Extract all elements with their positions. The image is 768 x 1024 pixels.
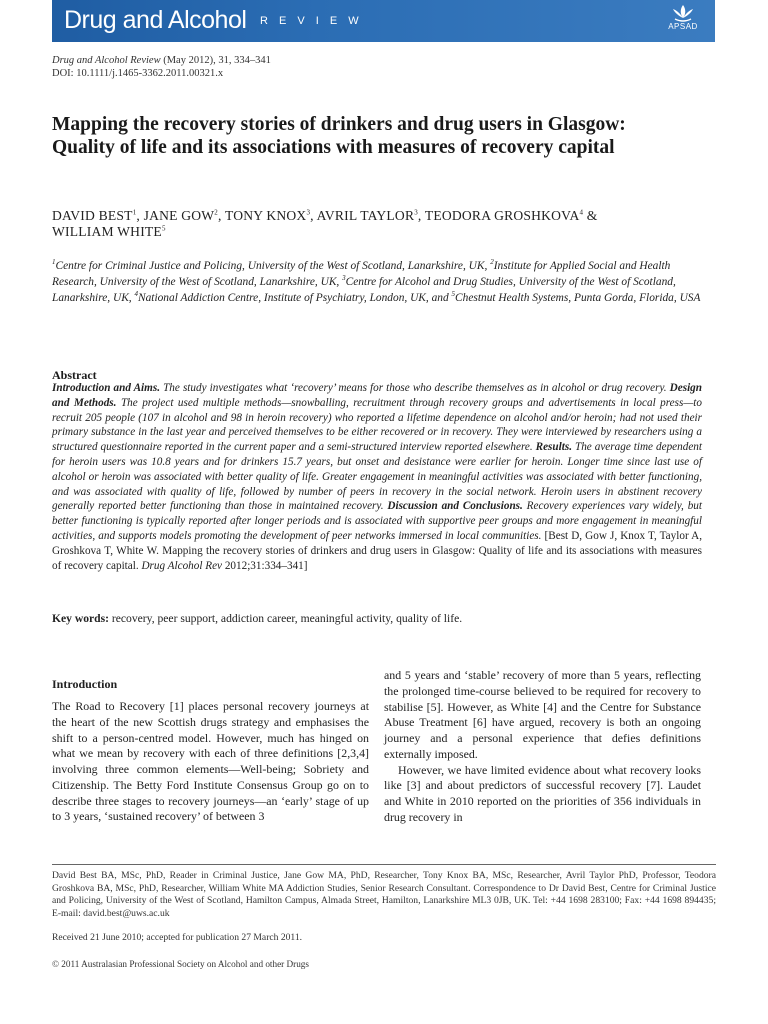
author-list [52,208,692,240]
abstract-ref-end: 2012;31:334–341] [222,559,308,572]
affil-text: Centre for Alcohol and Drug Studies, University of the West of Scotland, Lanarkshire, UK, [52,275,676,304]
apsad-logo [661,4,705,38]
journal-name: Drug and Alcohol [64,6,247,34]
section-heading: Introduction [52,677,118,691]
journal-name-suffix: R E V I E W [260,15,363,27]
citation-journal: Drug and Alcohol Review [52,55,161,66]
affil-text: Centre for Criminal Justice and Policing, University of the West of Scotland, Lanarkshire, UK, [55,260,491,272]
affil-sup: 4 [134,289,138,298]
affil-sup: 5 [451,289,456,298]
abstract-discussion-label: Discussion and Conclusions. [387,500,523,513]
affil-text: Chestnut Health Systems, Punta Gorda, Florida, USA [455,291,701,304]
affiliations [52,259,716,306]
author-footnote: David Best BA, MSc, PhD, Reader in Criminal Justice, Jane Gow MA, PhD, Researcher, Tony Knox BA, MSc, Researcher, Avril Taylor PhD, Professor, Teodora Groshkova BA, MSc, PhD, Researcher, William White MA Addiction Studies, Senior Research Consultant. Correspondence to Dr David Best, Centre for Criminal Justice and Policing, University of the West of Scotland, Hamilton Campus, Almada Street, Hamilton, Lanarkshire ML3 0JB, UK. Tel: +44 1698 283100; Fax: +44 1698 894435; E-mail: david.best@uws.ac.uk [52,870,716,919]
author-sup: 4 [579,208,584,217]
abstract-ref-journal: Drug Alcohol Rev [141,559,223,572]
doi: DOI: 10.1111/j.1465-3362.2011.00321.x [52,68,224,79]
body-column-right [384,668,701,826]
copyright: © 2011 Australasian Professional Society on Alcohol and other Drugs [52,959,309,969]
abstract-methods-label: Design and Methods. [52,382,702,409]
body-column-left [52,668,369,825]
abstract-results-label: Results. [535,441,572,454]
author-sup: 3 [306,208,311,217]
journal-banner [52,0,715,42]
affil-sup: 3 [342,274,346,282]
abstract-results-text: The average time dependent for heroin users was 10.8 years and for drinkers 15.7 years, but onset and desistance were earlier for heroin. Longer time since last use of alcohol or heroin was associated with better quality of life. Greater engagement in meaningful activities was associated with better functioning, and was associated with quality of life, followed by number of peers in recovery in the social network. Heroin users in abstinent recovery generally reported better functioning than those in maintained recovery. [52,441,702,513]
author-name: WILLIAM WHITE [52,224,162,239]
author-name: DAVID BEST [52,208,133,223]
author-sup: 1 [132,208,137,217]
author-name: JANE GOW [143,208,215,223]
citation-details: (May 2012), 31, 334–341 [160,55,271,66]
abstract-discussion-text: Recovery experiences vary widely, but better functioning is typically reported after longer periods and is associated with supportive peer groups and more engagement in meaningful activities, and supports models promoting the development of peer networks immersed in local communities. [52,500,702,542]
author-name: TEODORA GROSHKOVA [424,208,580,223]
author-separator: , [417,208,425,223]
keywords [52,612,702,625]
author-name: TONY KNOX [224,208,307,223]
affil-sup: 1 [52,258,56,267]
affil-text: National Addiction Centre, Institute of Psychiatry, London, UK, and [137,291,452,304]
body-paragraph: However, we have limited evidence about what recovery looks like [3] and about predictors of successful recovery [7]. Laudet and White in 2010 reported on the priorities of 356 individuals in drug recovery in [384,762,701,824]
article-title: Mapping the recovery stories of drinkers and drug users in Glasgow: Quality of life and its associations with measures of recovery capital [52,114,626,158]
author-separator: , [218,208,225,223]
author-separator: , [136,208,144,223]
abstract-heading: Abstract [52,368,97,382]
body-paragraph: and 5 years and ‘stable’ recovery of more than 5 years, reflecting the prolonged time-course believed to be required for recovery to stabilise [5]. However, as White [4] and the Centre for Substance Abuse Treatment [6] have argued, recovery is both an ongoing journey and a personal experience that defies definitions externally imposed. [384,668,701,761]
abstract-intro-text: The study investigates what ‘recovery’ means for those who describe themselves as in alcohol or drug recovery. [160,382,670,394]
affil-text: Institute for Applied Social and Health Research, University of the West of Scotland, Lanarkshire, UK, [52,260,671,288]
author-separator: & [583,208,598,223]
citation-line [52,54,271,67]
affil-sup: 2 [490,258,494,267]
author-sup: 5 [161,224,166,233]
abstract-intro-label: Introduction and Aims. [52,382,161,394]
author-sup: 3 [414,208,418,217]
body-paragraph: The Road to Recovery [1] places personal recovery journeys at the heart of the new Scottish drugs strategy and emphasises the shift to a person-centred model. However, much has hinged on what we mean by recovery with each of three definitions [2,3,4] involving three common elements—Well-being; Sobriety and Citizenship. The Betty Ford Institute Consensus Group go on to describe three stages to recovery journeys—an ‘early’ stage of up to 3 years, ‘sustained recovery’ of between 3 [52,699,369,824]
apsad-logo-text: APSAD [668,22,698,31]
abstract-reference: [Best D, Gow J, Knox T, Taylor A, Groshkova T, White W. Mapping the recovery stories of drinkers and drug users in Glasgow: Quality of life and its associations with measures of recovery capital. [52,529,703,572]
author-separator: , [310,208,317,223]
footnote-divider [52,864,716,865]
keywords-text: recovery, peer support, addiction career, meaningful activity, quality of life. [109,612,463,625]
abstract-methods-text: The project used multiple methods—snowballing, recruitment through recovery groups and advertisements in local press—to recruit 205 people (107 in alcohol and 98 in heroin recovery) who reported a lifetime dependence on alcohol and/or heroin; had not used their primary substance in the last year and perceived themselves to be either recovered or in recovery. They were interviewed by researchers using a structured questionnaire reported in the current paper and a semi-structured interview reported elsewhere. [52,396,702,454]
abstract-body [52,381,702,573]
lotus-icon [672,4,694,22]
author-sup: 2 [214,208,218,217]
received-dates: Received 21 June 2010; accepted for publication 27 March 2011. [52,932,303,943]
author-name: AVRIL TAYLOR [316,208,415,223]
citation-block [52,54,271,80]
keywords-label: Key words: [52,612,109,625]
